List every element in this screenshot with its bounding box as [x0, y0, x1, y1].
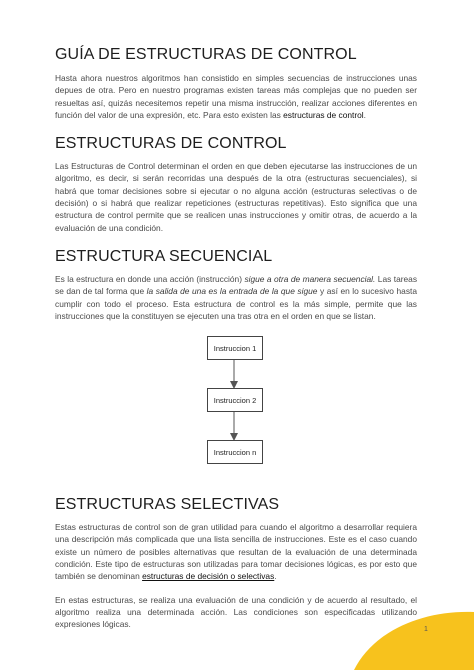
section-heading-estructura-secuencial: ESTRUCTURA SECUENCIAL [55, 247, 273, 265]
link-estructuras-de-decision[interactable]: estructuras de decisión o selectivas [142, 571, 275, 582]
diagram-box-instruccion-1: Instruccion 1 [207, 336, 263, 360]
section-heading-estructuras-de-control: ESTRUCTURAS DE CONTROL [55, 135, 287, 153]
intro-end: . [363, 109, 366, 120]
diagram-box-instruccion-n: Instruccion n [207, 440, 263, 464]
yellow-corner-shape [354, 612, 474, 670]
secuencial-text-3: y así en lo sucesivo hasta cumplir con todo el proceso. Esta estructura de control es la más simple, permite que las instrucciones que la constituyen se ejecuten una tras otra en el orden en que se listan. [55, 286, 417, 321]
estructura-secuencial-paragraph [55, 273, 417, 322]
secuencial-text-2: Las tareas se dan de tal forma que [55, 273, 418, 297]
estructuras-selectivas-paragraph-1 [55, 521, 417, 582]
selectivas-end: . [274, 571, 277, 582]
secuencial-emphasis-1: sigue a otra de manera secuencial. [244, 273, 376, 284]
diagram-box-instruccion-2: Instruccion 2 [207, 388, 263, 412]
secuencial-emphasis-2: la salida de una es la entrada de la que sigue [146, 286, 318, 297]
estructuras-selectivas-paragraph-2: En estas estructuras, se realiza una evaluación de una condición y de acuerdo al resultado, el algoritmo realiza una determinada acción. Las condiciones son especificadas utilizando expresiones lógicas. [55, 594, 417, 630]
intro-text: Hasta ahora nuestros algoritmos han consistido en simples secuencias de instrucciones unas depues de otra. Pero en nuestro programas existen tareas más complejas que no pueden ser resueltas así, quizás necesitemos repetir una misma instrucción, realizar acciones diferentes en función del valor de una expresión, etc. Para esto existen las [55, 73, 417, 120]
link-estructuras-de-control[interactable]: estructuras de control [283, 109, 364, 120]
document-body [55, 46, 417, 631]
intro-paragraph [55, 72, 417, 121]
selectivas-text: Estas estructuras de control son de gran utilidad para cuando el algoritmo a desarrollar requiera una descripción más complicada que una lista sencilla de instrucciones. Este es el caso cuando existe un número de posibles alternativas que resultan de la evaluación de una determinada condición. Este tipo de estructuras son utilizadas para tomar decisiones lógicas, es por esto que también se denominan [55, 522, 417, 582]
page-title: GUÍA DE ESTRUCTURAS DE CONTROL [55, 46, 357, 63]
sequence-diagram [55, 334, 417, 482]
estructuras-de-control-paragraph: Las Estructuras de Control determinan el orden en que deben ejecutarse las instrucciones de un algoritmo, es decir, si serán recorridas una después de la otra (estructuras secuenciales), si habrá que tomar decisiones sobre si ejecutar o no alguna acción (estructuras selectivas o de decisión) o si habrá que realizar repeticiones (estructuras repetitivas). Esto significa que una estructura de control permite que se realicen unas instrucciones y omitir otras, de acuerdo a la evaluación de una condición. [55, 161, 417, 233]
corner-decoration [354, 610, 474, 670]
page-number: 1 [424, 626, 428, 633]
section-heading-estructuras-selectivas: ESTRUCTURAS SELECTIVAS [55, 496, 280, 514]
secuencial-text-1: Es la estructura en donde una acción (instrucción) [55, 273, 245, 284]
